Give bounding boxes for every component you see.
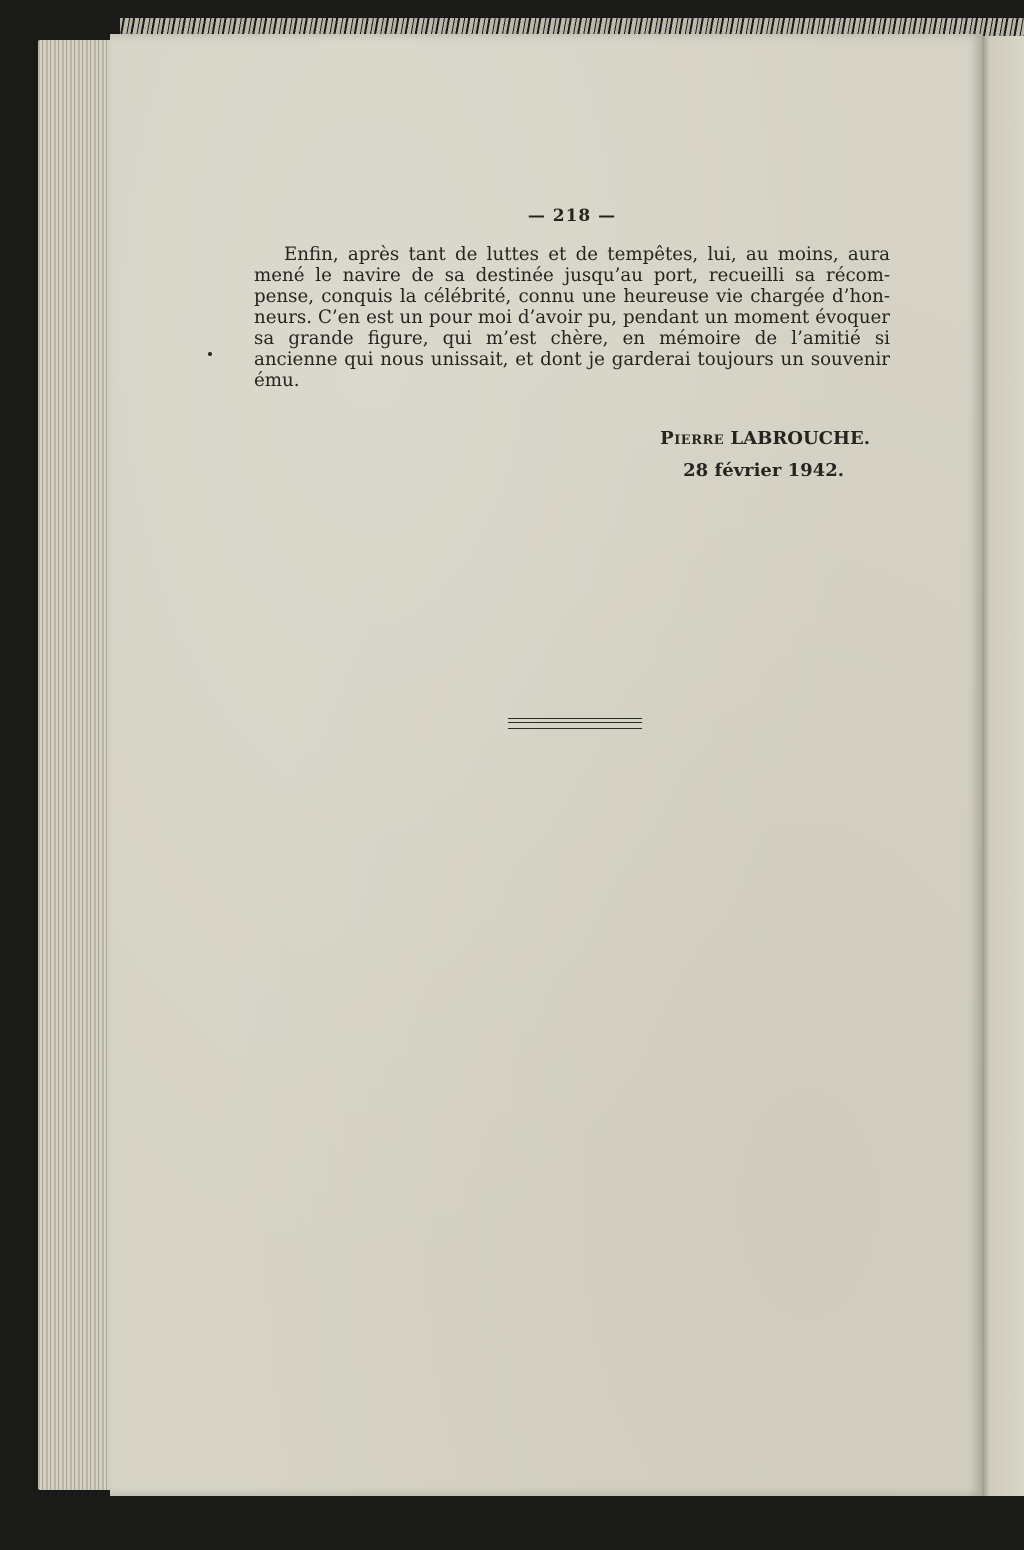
- ink-speck: [208, 352, 212, 356]
- page-text-block: [254, 206, 890, 481]
- body-paragraph: Enfin, après tant de luttes et de tempêtes, lui, au moins, aura mené le navire de sa destinée jusqu’au port, recueilli sa récompense, conquis la célébrité, connu une heureuse vie chargée d’honneurs. C’en est un pour moi d’avoir pu, pendant un moment évoquer sa grande figure, qui m’est chère, en mémoire de l’amitié si ancienne qui nous unissait, et dont je garderai toujours un souvenir ému.: [254, 244, 890, 391]
- author-surname: LABROUCHE.: [730, 428, 870, 449]
- signature-date: 28 février 1942.: [683, 460, 844, 481]
- next-page-edge: [982, 36, 1024, 1496]
- author-first-name: Pierre: [660, 428, 725, 449]
- author-signature: [660, 428, 870, 449]
- page-number: — 218 —: [527, 206, 617, 226]
- closing-double-rule: [508, 718, 642, 729]
